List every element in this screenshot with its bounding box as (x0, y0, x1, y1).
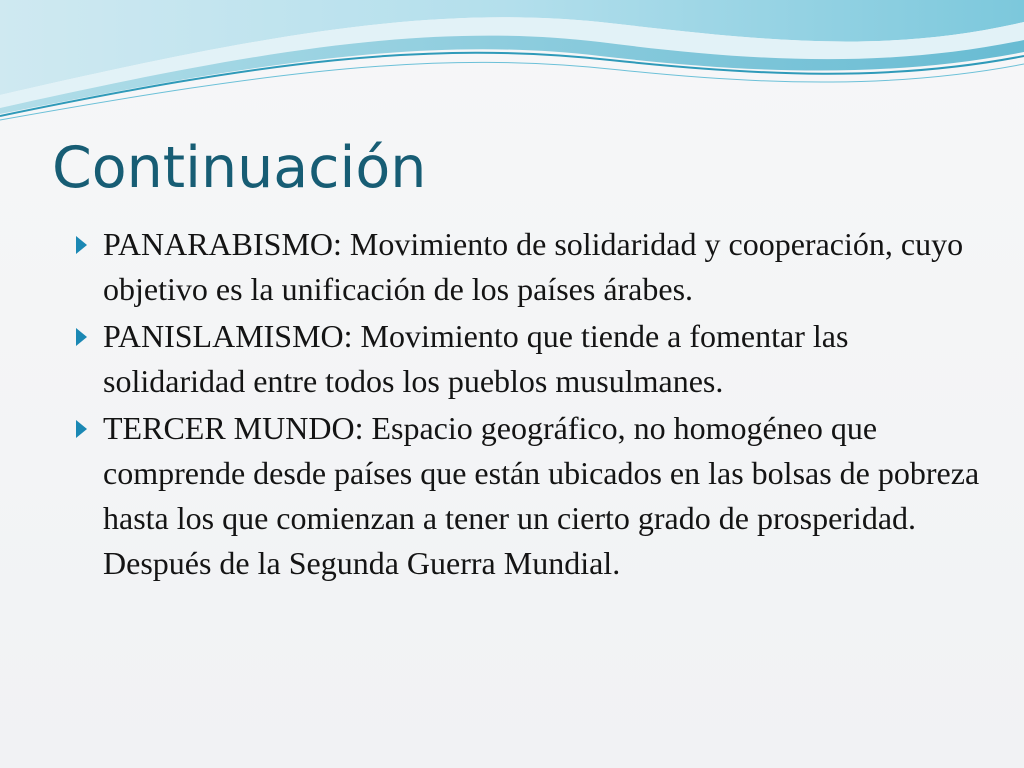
header-wave-decoration (0, 0, 1024, 130)
triangle-bullet-icon (76, 328, 87, 346)
slide-title: Continuación (52, 135, 427, 201)
triangle-bullet-icon (76, 236, 87, 254)
triangle-bullet-icon (76, 420, 87, 438)
bullet-item (74, 406, 994, 586)
bullet-item (74, 222, 994, 312)
bullet-text: PANISLAMISMO: Movimiento que tiende a fomentar las solidaridad entre todos los pueblos musulmanes. (103, 318, 849, 399)
bullet-text: TERCER MUNDO: Espacio geográfico, no homogéneo que comprende desde países que están ubicados en las bolsas de pobreza hasta los que comienzan a tener un cierto grado de prosperidad. Después de la Segunda Guerra Mundial. (103, 410, 980, 581)
bullet-item (74, 314, 994, 404)
bullet-list (74, 222, 994, 588)
bullet-text: PANARABISMO: Movimiento de solidaridad y cooperación, cuyo objetivo es la unificación de los países árabes. (103, 226, 964, 307)
